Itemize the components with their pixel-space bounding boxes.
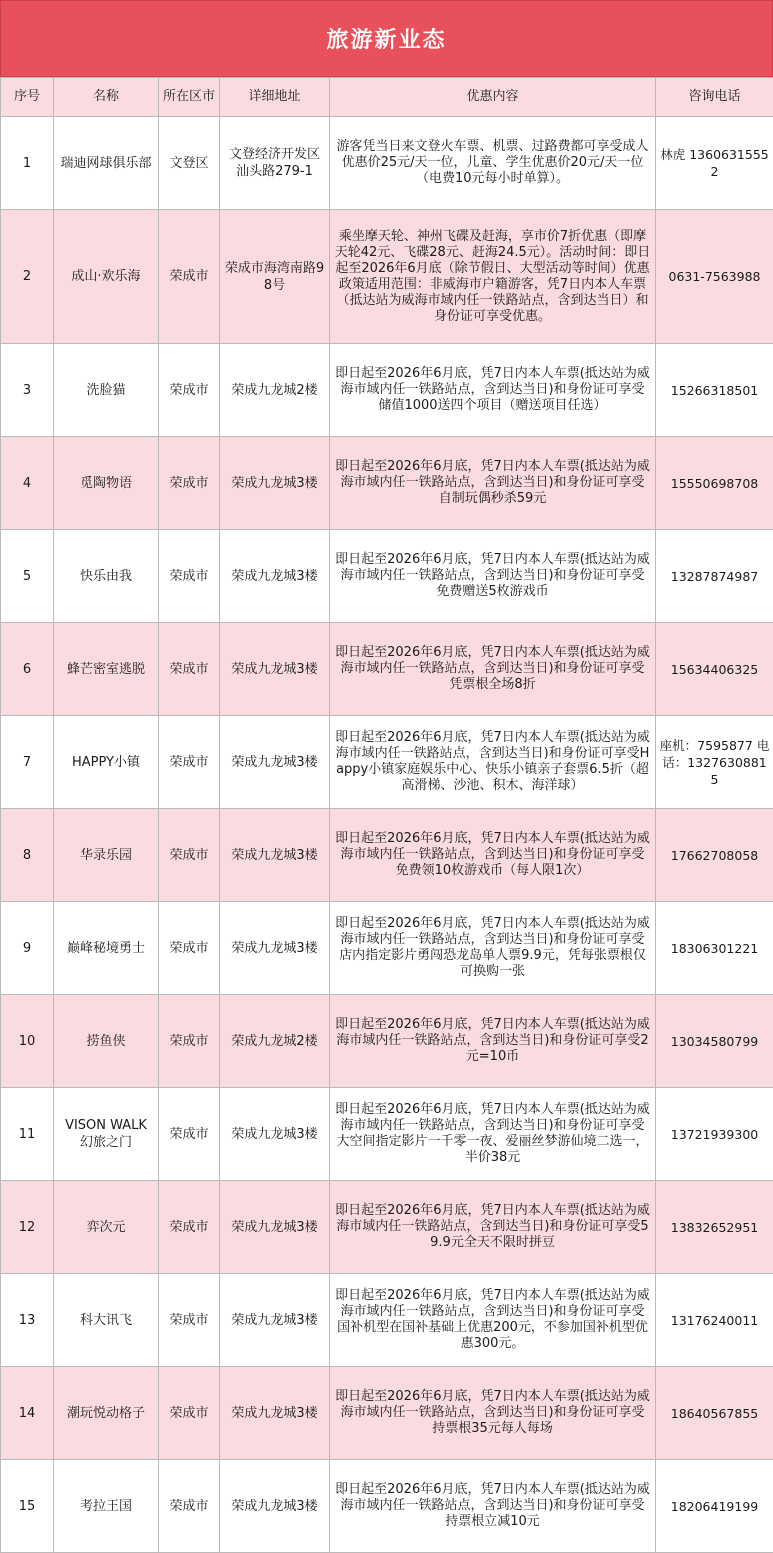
cell-offer: 即日起至2026年6月底，凭7日内本人车票(抵达站为威海市域内任一铁路站点，含到达当日)和身份证可享受2元=10币 (330, 995, 656, 1088)
cell-phone: 18306301221 (656, 902, 773, 995)
cell-offer: 即日起至2026年6月底，凭7日内本人车票(抵达站为威海市域内任一铁路站点，含到达当日)和身份证可享受国补机型在国补基础上优惠200元，不参加国补机型优惠300元。 (330, 1274, 656, 1367)
cell-offer: 游客凭当日来文登火车票、机票、过路费都可享受成人优惠价25元/天一位，儿童、学生优惠价20元/天一位（电费10元每小时单算）。 (330, 117, 656, 210)
table-header-row (1, 78, 773, 117)
cell-phone: 18206419199 (656, 1460, 773, 1553)
cell-offer: 即日起至2026年6月底，凭7日内本人车票(抵达站为威海市域内任一铁路站点，含到达当日)和身份证可享受Happy小镇家庭娱乐中心、快乐小镇亲子套票6.5折（超高滑梯、沙池、积木、海洋球） (330, 716, 656, 809)
cell-name: VISON WALK 幻旅之门 (54, 1088, 159, 1181)
cell-name: 潮玩悦动格子 (54, 1367, 159, 1460)
table-row (1, 1274, 773, 1367)
cell-address: 荣成九龙城3楼 (220, 1088, 330, 1181)
cell-name: 觅陶物语 (54, 437, 159, 530)
cell-phone: 13287874987 (656, 530, 773, 623)
header-offer: 优惠内容 (330, 78, 656, 117)
cell-seq: 4 (1, 437, 54, 530)
cell-seq: 1 (1, 117, 54, 210)
cell-district: 荣成市 (159, 809, 220, 902)
cell-offer: 即日起至2026年6月底，凭7日内本人车票(抵达站为威海市域内任一铁路站点，含到达当日)和身份证可享受免费赠送5枚游戏币 (330, 530, 656, 623)
table-row (1, 809, 773, 902)
cell-address: 荣成九龙城3楼 (220, 1274, 330, 1367)
cell-address: 荣成九龙城3楼 (220, 437, 330, 530)
cell-district: 文登区 (159, 117, 220, 210)
cell-seq: 8 (1, 809, 54, 902)
cell-district: 荣成市 (159, 995, 220, 1088)
cell-phone: 15266318501 (656, 344, 773, 437)
cell-phone: 13832652951 (656, 1181, 773, 1274)
table-row (1, 623, 773, 716)
table-row (1, 1088, 773, 1181)
cell-district: 荣成市 (159, 344, 220, 437)
cell-phone: 座机：7595877 电话：13276308815 (656, 716, 773, 809)
cell-address: 荣成九龙城3楼 (220, 809, 330, 902)
cell-name: 瑞迪网球俱乐部 (54, 117, 159, 210)
cell-address: 荣成九龙城2楼 (220, 344, 330, 437)
cell-phone: 15550698708 (656, 437, 773, 530)
cell-district: 荣成市 (159, 1460, 220, 1553)
table-row (1, 902, 773, 995)
cell-district: 荣成市 (159, 623, 220, 716)
cell-address: 荣成九龙城3楼 (220, 716, 330, 809)
cell-offer: 即日起至2026年6月底，凭7日内本人车票(抵达站为威海市域内任一铁路站点，含到达当日)和身份证可享受持票根立减10元 (330, 1460, 656, 1553)
cell-phone: 13176240011 (656, 1274, 773, 1367)
cell-seq: 11 (1, 1088, 54, 1181)
table-row (1, 530, 773, 623)
cell-seq: 15 (1, 1460, 54, 1553)
cell-address: 荣成九龙城3楼 (220, 623, 330, 716)
cell-name: 快乐由我 (54, 530, 159, 623)
cell-district: 荣成市 (159, 530, 220, 623)
cell-district: 荣成市 (159, 1181, 220, 1274)
cell-phone: 13034580799 (656, 995, 773, 1088)
cell-name: 考拉王国 (54, 1460, 159, 1553)
cell-seq: 6 (1, 623, 54, 716)
table-row (1, 1181, 773, 1274)
cell-address: 荣成九龙城3楼 (220, 1367, 330, 1460)
cell-seq: 14 (1, 1367, 54, 1460)
cell-offer: 乘坐摩天轮、神州飞碟及赶海，享市价7折优惠（即摩天轮42元、飞碟28元、赶海24.5元）。活动时间：即日起至2026年6月底（除节假日、大型活动等时间）优惠政策适用范围：非威海市户籍游客，凭7日内本人车票（抵达站为威海市域内任一铁路站点，含到达当日）和身份证可享受优惠。 (330, 210, 656, 344)
cell-seq: 9 (1, 902, 54, 995)
cell-address: 荣成九龙城3楼 (220, 1181, 330, 1274)
cell-offer: 即日起至2026年6月底，凭7日内本人车票(抵达站为威海市域内任一铁路站点，含到达当日)和身份证可享受自制玩偶秒杀59元 (330, 437, 656, 530)
cell-name: 捞鱼侠 (54, 995, 159, 1088)
cell-seq: 12 (1, 1181, 54, 1274)
table-row (1, 210, 773, 344)
table-row (1, 995, 773, 1088)
cell-address: 荣成市海湾南路98号 (220, 210, 330, 344)
cell-district: 荣成市 (159, 437, 220, 530)
cell-seq: 7 (1, 716, 54, 809)
table-row (1, 344, 773, 437)
cell-district: 荣成市 (159, 716, 220, 809)
cell-address: 荣成九龙城3楼 (220, 530, 330, 623)
header-name: 名称 (54, 78, 159, 117)
cell-offer: 即日起至2026年6月底，凭7日内本人车票(抵达站为威海市域内任一铁路站点，含到达当日)和身份证可享受免费领10枚游戏币（每人限1次） (330, 809, 656, 902)
cell-phone: 17662708058 (656, 809, 773, 902)
cell-phone: 林虎 13606315552 (656, 117, 773, 210)
header-address: 详细地址 (220, 78, 330, 117)
cell-name: 蜂芒密室逃脱 (54, 623, 159, 716)
cell-phone: 15634406325 (656, 623, 773, 716)
cell-name: 弈次元 (54, 1181, 159, 1274)
offers-table (0, 77, 773, 1553)
table-row (1, 716, 773, 809)
cell-address: 荣成九龙城3楼 (220, 902, 330, 995)
cell-name: 科大讯飞 (54, 1274, 159, 1367)
cell-phone: 18640567855 (656, 1367, 773, 1460)
cell-seq: 5 (1, 530, 54, 623)
cell-district: 荣成市 (159, 1088, 220, 1181)
cell-seq: 10 (1, 995, 54, 1088)
table-row (1, 1460, 773, 1553)
cell-seq: 13 (1, 1274, 54, 1367)
page-title: 旅游新业态 (0, 0, 773, 77)
cell-name: 成山·欢乐海 (54, 210, 159, 344)
cell-district: 荣成市 (159, 1367, 220, 1460)
cell-address: 荣成九龙城2楼 (220, 995, 330, 1088)
cell-name: HAPPY小镇 (54, 716, 159, 809)
cell-district: 荣成市 (159, 210, 220, 344)
cell-offer: 即日起至2026年6月底，凭7日内本人车票(抵达站为威海市域内任一铁路站点，含到达当日)和身份证可享受储值1000送四个项目（赠送项目任选） (330, 344, 656, 437)
cell-address: 荣成九龙城3楼 (220, 1460, 330, 1553)
table-row (1, 437, 773, 530)
table-row (1, 117, 773, 210)
header-phone: 咨询电话 (656, 78, 773, 117)
cell-offer: 即日起至2026年6月底，凭7日内本人车票(抵达站为威海市域内任一铁路站点，含到达当日)和身份证可享受店内指定影片勇闯恐龙岛单人票9.9元，凭每张票根仅可换购一张 (330, 902, 656, 995)
cell-offer: 即日起至2026年6月底，凭7日内本人车票(抵达站为威海市域内任一铁路站点，含到达当日)和身份证可享受凭票根全场8折 (330, 623, 656, 716)
table-row (1, 1367, 773, 1460)
cell-name: 洗脸猫 (54, 344, 159, 437)
cell-offer: 即日起至2026年6月底，凭7日内本人车票(抵达站为威海市域内任一铁路站点，含到达当日)和身份证可享受59.9元全天不限时拼豆 (330, 1181, 656, 1274)
cell-seq: 2 (1, 210, 54, 344)
cell-district: 荣成市 (159, 1274, 220, 1367)
cell-seq: 3 (1, 344, 54, 437)
cell-name: 巅峰秘境勇士 (54, 902, 159, 995)
header-seq: 序号 (1, 78, 54, 117)
cell-name: 华录乐园 (54, 809, 159, 902)
header-district: 所在区市 (159, 78, 220, 117)
cell-phone: 13721939300 (656, 1088, 773, 1181)
cell-address: 文登经济开发区汕头路279-1 (220, 117, 330, 210)
cell-phone: 0631-7563988 (656, 210, 773, 344)
cell-offer: 即日起至2026年6月底，凭7日内本人车票(抵达站为威海市域内任一铁路站点，含到达当日)和身份证可享受大空间指定影片一千零一夜、爱丽丝梦游仙境二选一，半价38元 (330, 1088, 656, 1181)
cell-offer: 即日起至2026年6月底，凭7日内本人车票(抵达站为威海市域内任一铁路站点，含到达当日)和身份证可享受持票根35元每人每场 (330, 1367, 656, 1460)
cell-district: 荣成市 (159, 902, 220, 995)
